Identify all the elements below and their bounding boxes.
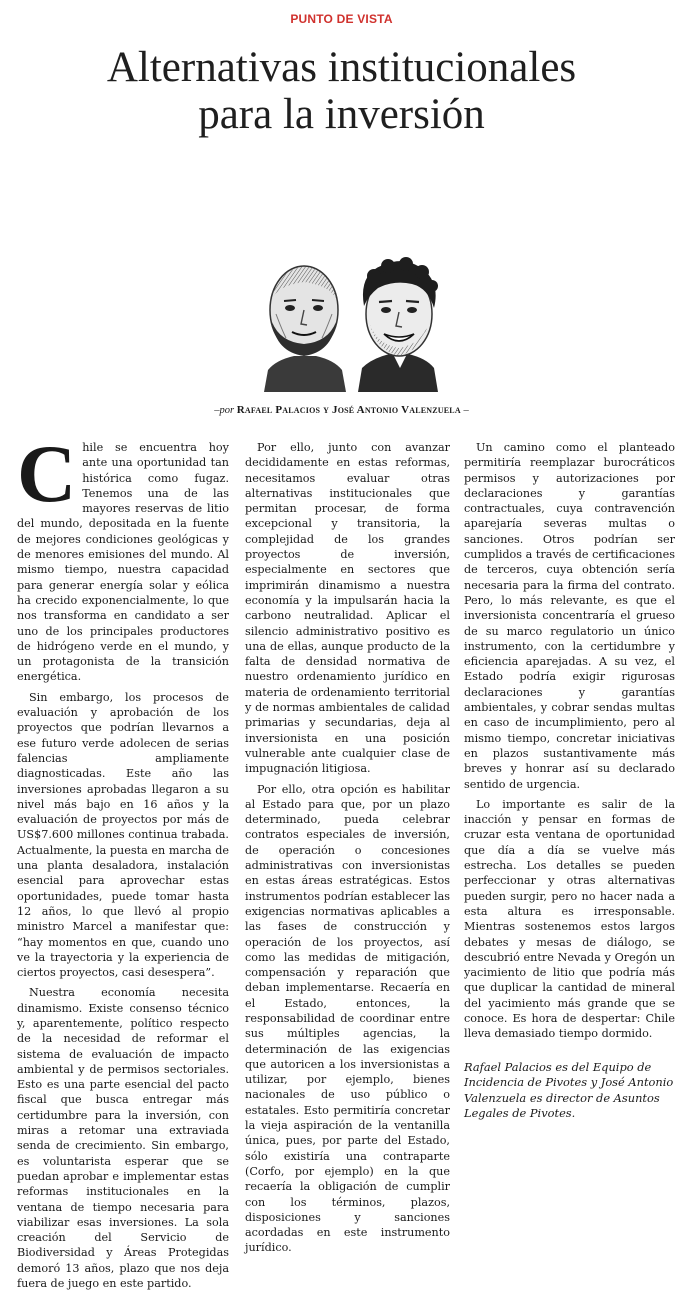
article-paragraph: Nuestra economía necesita dinamismo. Existe consenso técnico y, aparentemente, político respecto de la necesidad de reformar el sistema de evaluación de impacto ambiental y de permisos sectoriales. Esto es una parte esencial del pacto fiscal que busca entregar más certidumbre para la inversión, con miras a retomar una extraviada senda de crecimiento. Sin embargo, es voluntarista esperar que se puedan aprobar e implementar estas reformas institucionales en la ventana de tiempo necesaria para viabilizar esas inversiones. La sola creación del Servicio de Biodiversidad y Áreas Protegidas demoró 13 años, plazo que nos deja fuera de juego en este partido. [17,986,229,1291]
article-paragraph: Por ello, junto con avanzar decididamente en estas reformas, necesitamos evaluar otras alternativas institucionales que permitan procesar, de forma excepcional y transitoria, la complejidad de los grandes proyectos de inversión, especialmente en sectores que imprimirán dinamismo a nuestra economía y la impulsarán hacia la carbono neutralidad. Aplicar el silencio administrativo positivo es una de ellas, aunque producto de la falta de densidad normativa de nuestro ordenamiento jurídico en materia de ordenamiento territorial y de normas ambientales de calidad primarias y secundarias, deja al inversionista en una posición vulnerable ante cualquier clase de impugnación litigiosa. [245,441,450,776]
portrait-right-icon [358,257,438,392]
drop-cap: C [17,428,77,519]
author-signature: Rafael Palacios es del Equipo de Incidencia de Pivotes y José Antonio Valenzuela es director de Asuntos Legales de Pivotes. [464,1059,674,1121]
paragraph-text: hile se encuentra hoy ante una oportunidad tan histórica como fugaz. Tenemos una de las mayores reservas de litio del mundo, depositada en la fuente de mejores condiciones geológicas y de menores emisiones del mundo. Al mismo tiempo, nuestra capacidad para generar energía solar y eólica ha crecido exponencialmente, lo que nos transforma en candidato a ser uno de los principales productores de hidrógeno verde en el mundo, y un protagonista de la transición energética. [17,441,229,684]
article-column-2 [245,440,450,1261]
portrait-left-icon [264,266,346,392]
article-paragraph: Un camino como el planteado permitiría reemplazar burocráticos permisos y autorizaciones por declaraciones y garantías contractuales, cuya contravención aparejaría severas multas o sanciones. Otros podrían ser cumplidos a través de certificaciones de terceros, cuya obtención sería necesaria para la firma del contrato. Pero, lo más relevante, es que el inversionista concentraría el grueso de su marco regulatorio un único instrumento, con la certidumbre y eficiencia aparejadas. A su vez, el Estado podría exigir rigurosas declaraciones y garantías ambientales, y cobrar sendas multas en caso de incumplimiento, pero al mismo tiempo, concretar iniciativas en plazos sustantivamente más breves y honrar así su declarado sentido de urgencia. [464,441,675,791]
headline-line-2: para la inversión [198,91,485,138]
article-column-1 [17,428,229,1296]
section-label: PUNTO DE VISTA [290,12,393,26]
article-column-3 [464,440,675,1127]
portraits-icon [246,252,446,392]
byline [0,404,683,416]
byline-suffix: – [463,405,469,416]
headline-line-1: Alternativas institucionales [106,44,577,91]
headline [40,44,643,138]
article-paragraph: Sin embargo, los procesos de evaluación y aprobación de los proyectos que podrían llevarnos a ese futuro verde adolecen de serias falencias ampliamente diagnosticadas. Este año las inversiones aprobadas llegaron a su nivel más bajo en 16 años y la evaluación de proyectos por más de US$7.600 millones continua trabada. Actualmente, la puesta en marcha de una planta desaladora, instalación esencial para aprovechar estas oportunidades, puede tomar hasta 12 años, lo que llevó al propio ministro Marcel a manifestar que: “hay momentos en que, cuando uno ve la trayectoria y la experiencia de ciertos proyectos, casi desespera”. [17,690,229,980]
article-paragraph: Lo importante es salir de la inacción y pensar en formas de cruzar esta ventana de oportunidad que día a día se vuelve más estrecha. Los detalles se pueden perfeccionar y otras alternativas pueden surgir, pero no hacer nada a esta altura es irresponsable. Mientras sostenemos estos largos debates y mesas de diálogo, se descubrió entre Nevada y Oregón un yacimiento de litio que podría más que duplicar la cantidad de mineral del yacimiento más grande que se conoce. Es hora de despertar: Chile lleva demasiado tiempo dormido. [464,797,675,1041]
byline-authors: Rafael Palacios y José Antonio Valenzuela [236,404,461,416]
article-paragraph [17,428,229,685]
byline-prefix: –por [214,405,235,416]
article-paragraph: Por ello, otra opción es habilitar al Estado para que, por un plazo determinado, pueda celebrar contratos especiales de inversión, de operación o concesiones administrativas con inversionistas en estas áreas estratégicas. Estos instrumentos podrían establecer las exigencias normativas aplicables a las fases de construcción y operación de los proyectos, así como las medidas de mitigación, compensación y reparación que deban implementarse. Recaería en el Estado, entonces, la responsabilidad de coordinar entre sus múltiples agencias, la determinación de las exigencias que autoricen a los inversionistas a utilizar, por ejemplo, bienes nacionales de uso público o estatales. Esto permitiría concretar la vieja aspiración de la ventanilla única, pues, por parte del Estado, sólo existiría una contraparte (Corfo, por ejemplo) en la que recaería la obligación de cumplir con los términos, plazos, disposiciones y sanciones acordadas en este instrumento jurídico. [245,782,450,1255]
